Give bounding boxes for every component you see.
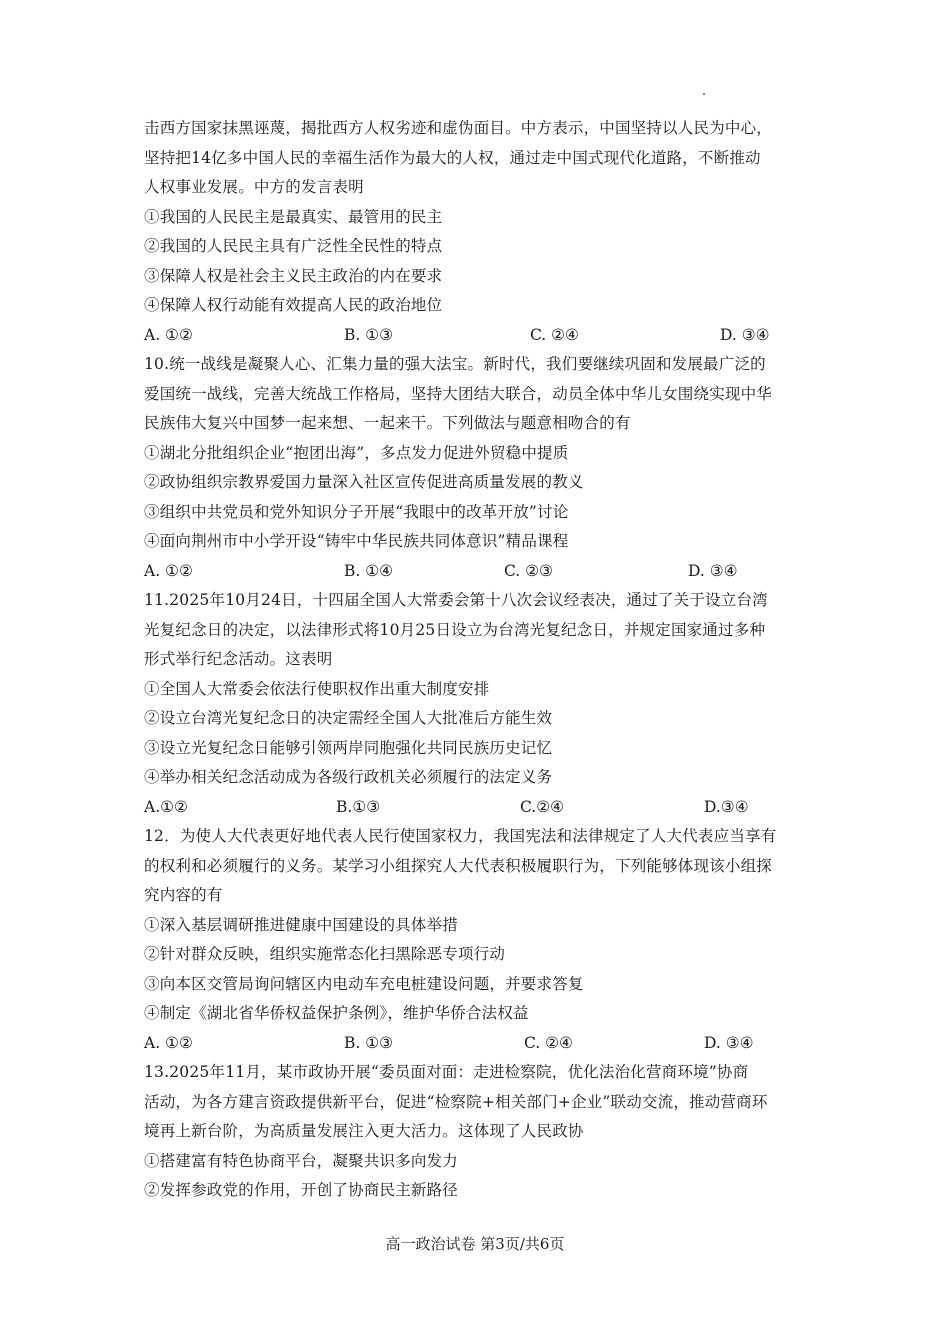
- q12-option-c: C. ②④: [524, 1033, 573, 1052]
- q9-statement: ②我国的人民民主具有广泛性全民性的特点: [144, 237, 443, 255]
- q9-option-c: C. ②④: [530, 325, 579, 344]
- q10-statement: ①湖北分批组织企业“抱团出海”，多点发力促进外贸稳中提质: [144, 443, 569, 462]
- q10-statement: ③组织中共党员和党外知识分子开展“我眼中的改革开放”讨论: [144, 502, 569, 521]
- q10-option-a: A. ①②: [144, 561, 193, 580]
- q11-options: [144, 793, 814, 823]
- q12-stem-line: 究内容的有: [144, 886, 223, 904]
- q13-stem-line: 境再上新台阶，为高质量发展注入更大活力。这体现了人民政协: [144, 1122, 584, 1140]
- q10-option-c: C. ②③: [504, 561, 553, 580]
- q10-statement: ②政协组织宗教界爱国力量深入社区宣传促进高质量发展的教义: [144, 473, 584, 491]
- q10-option-b: B. ①④: [344, 561, 394, 580]
- q9-option-d: D. ③④: [720, 325, 770, 344]
- q10-option-d: D. ③④: [688, 561, 738, 580]
- q11-statement: ③设立光复纪念日能够引领两岸同胞强化共同民族历史记忆: [144, 738, 553, 757]
- q12-stem-line: 12．为使人大代表更好地代表人民行使国家权力，我国宪法和法律规定了人大代表应当享有: [144, 827, 777, 845]
- q11-option-d: D.③④: [704, 797, 749, 816]
- q13-stem-line: 活动，为各方建言资政提供新平台，促进“检察院+相关部门+企业”联动交流，推动营商环: [144, 1092, 768, 1111]
- q11-statement: ④举办相关纪念活动成为各级行政机关必须履行的法定义务: [144, 768, 553, 786]
- q9-stem-line: 击西方国家抹黑诬蔑，揭批西方人权劣迹和虚伪面目。中方表示，中国坚持以人民为中心，: [144, 119, 773, 137]
- q10-options: [144, 557, 814, 587]
- scan-dot: [703, 93, 705, 95]
- q11-statement: ①全国人大常委会依法行使职权作出重大制度安排: [144, 679, 490, 698]
- q10-statement: ④面向荆州市中小学开设“铸牢中华民族共同体意识”精品课程: [144, 532, 569, 550]
- q12-statement: ④制定《湖北省华侨权益保护条例》，维护华侨合法权益: [144, 1004, 529, 1022]
- q11-stem-line: 形式举行纪念活动。这表明: [144, 650, 333, 668]
- q9-stem-line: 坚持把14亿多中国人民的幸福生活作为最大的人权，通过走中国式现代化道路，不断推动: [144, 148, 761, 167]
- q13-stem-line: 13.2025年11月，某市政协开展“委员面对面：走进检察院，优化法治化营商环境”协商: [144, 1063, 749, 1081]
- q11-option-b: B.①③: [336, 797, 381, 816]
- q12-statement: ②针对群众反映，组织实施常态化扫黑除恶专项行动: [144, 945, 506, 963]
- q12-statement: ③向本区交管局询问辖区内电动车充电桩建设问题，并要求答复: [144, 974, 584, 993]
- q9-option-a: A. ①②: [144, 325, 193, 344]
- q10-stem-line: 10.统一战线是凝聚人心、汇集力量的强大法宝。新时代，我们要继续巩固和发展最广泛的: [144, 355, 766, 373]
- q11-statement: ②设立台湾光复纪念日的决定需经全国人大批准后方能生效: [144, 709, 553, 727]
- q13-statement: ②发挥参政党的作用，开创了协商民主新路径: [144, 1181, 459, 1199]
- q12-option-d: D. ③④: [704, 1033, 754, 1052]
- q11-stem-line: 光复纪念日的决定，以法律形式将10月25日设立为台湾光复纪念日，并规定国家通过多种: [144, 620, 766, 639]
- q11-option-c: C.②④: [520, 797, 565, 816]
- q12-stem-line: 的权利和必须履行的义务。某学习小组探究人大代表积极履职行为，下列能够体现该小组探: [144, 856, 773, 875]
- q12-options: [144, 1029, 814, 1059]
- q9-options: [144, 321, 814, 351]
- q12-option-a: A. ①②: [144, 1033, 193, 1052]
- q12-statement: ①深入基层调研推进健康中国建设的具体举措: [144, 915, 459, 934]
- q9-statement: ①我国的人民民主是最真实、最管用的民主: [144, 207, 443, 226]
- q9-statement: ③保障人权是社会主义民主政治的内在要求: [144, 266, 443, 285]
- q12-option-b: B. ①③: [344, 1033, 394, 1052]
- q11-option-a: A.①②: [144, 797, 188, 816]
- q9-stem-line: 人权事业发展。中方的发言表明: [144, 178, 364, 196]
- q10-stem-line: 民族伟大复兴中国梦一起来想、一起来干。下列做法与题意相吻合的有: [144, 414, 631, 432]
- q10-stem-line: 爱国统一战线，完善大统战工作格局，坚持大团结大联合，动员全体中华儿女围绕实现中华: [144, 384, 773, 403]
- page-content: [144, 114, 814, 1206]
- q9-statement: ④保障人权行动能有效提高人民的政治地位: [144, 296, 443, 314]
- page-footer: 高一政治试卷 第3页/共6页: [385, 1235, 565, 1253]
- q13-statement: ①搭建富有特色协商平台，凝聚共识多向发力: [144, 1151, 459, 1170]
- q11-stem-line: 11.2025年10月24日，十四届全国人大常委会第十八次会议经表决，通过了关于设立台湾: [144, 591, 768, 609]
- q9-option-b: B. ①③: [344, 325, 394, 344]
